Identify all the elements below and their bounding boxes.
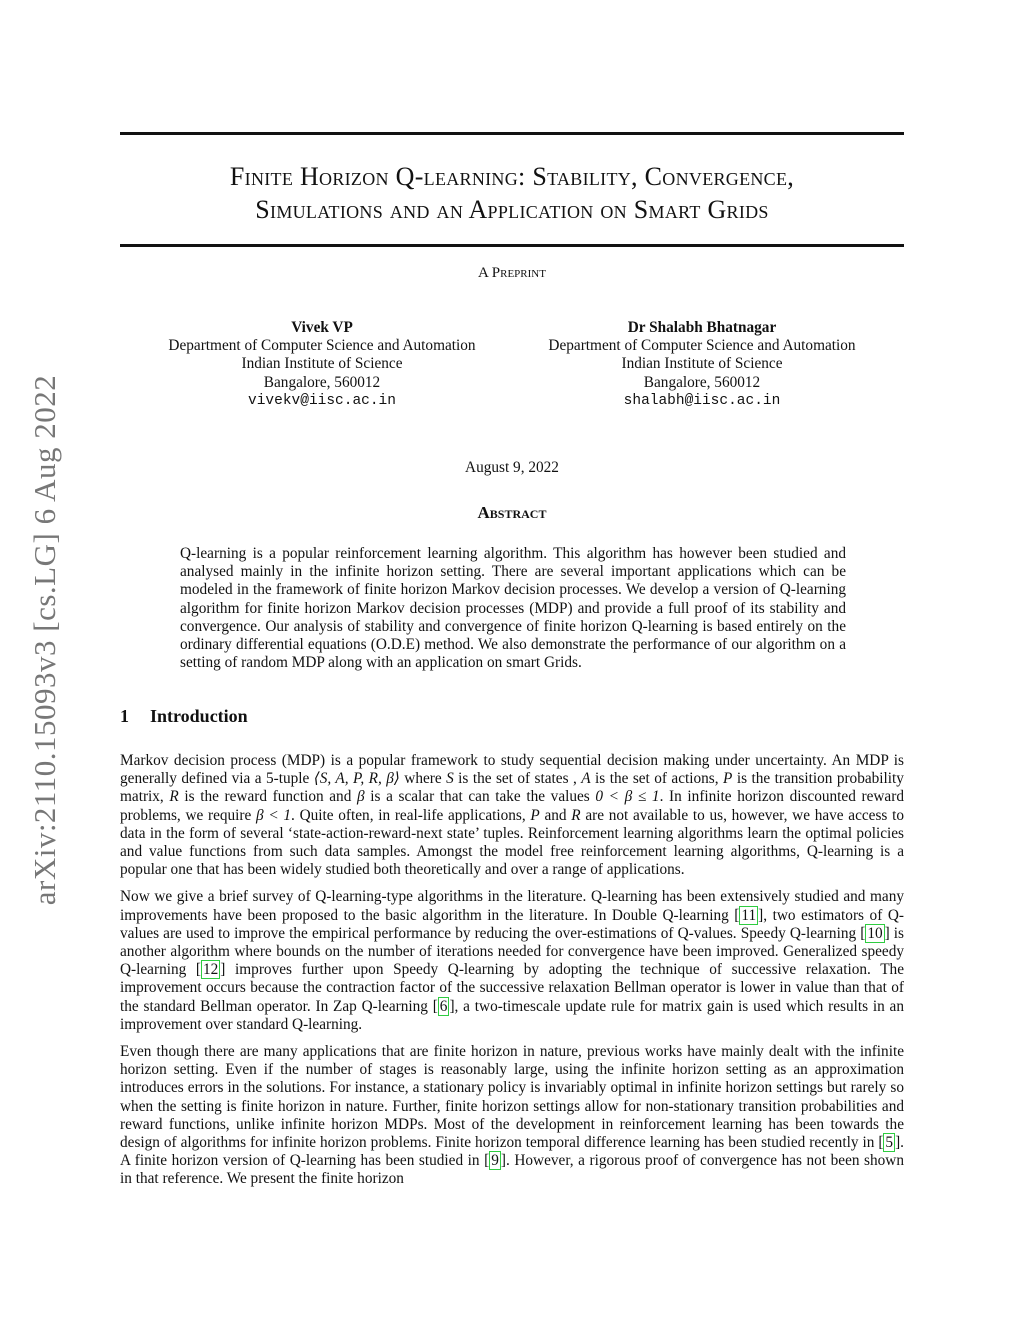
- text-run: and: [539, 806, 572, 824]
- text-run: Now we give a brief survey of Q-learning-type algorithms in the literature. Q-learning has been extensively studied and many improvements have been proposed to the basic algorithm in the literature. In Double Q-learning [: [120, 888, 904, 924]
- title-line-2: Simulations and an Application on Smart Grids: [255, 195, 769, 224]
- text-run: ] improves further upon Speedy Q-learning by adopting the technique of successive relaxation. The improvement occurs because the contraction factor of the successive relaxation Bellman operator is lower in value than that of the standard Bellman operator. In Zap Q-learning [: [120, 961, 904, 1015]
- text-run: is the set of actions,: [590, 770, 724, 788]
- math-inline: S: [446, 770, 454, 788]
- date: August 9, 2022: [465, 459, 559, 476]
- section-number: 1: [120, 706, 129, 726]
- math-inline: ⟨S, A, P, R, β⟩: [313, 770, 400, 788]
- paragraph: [120, 1043, 904, 1189]
- author-dept: Department of Computer Science and Automation: [168, 337, 476, 355]
- section-title: Introduction: [150, 706, 248, 726]
- text-run: is the transition probability matrix,: [120, 770, 904, 806]
- text-run: . In infinite horizon discounted reward problems, we require: [120, 788, 904, 824]
- author-name: Vivek VP: [291, 319, 353, 336]
- author-email[interactable]: shalabh@iisc.ac.in: [623, 392, 781, 409]
- math-inline: 0 < β ≤ 1: [595, 788, 660, 806]
- author-inst: Indian Institute of Science: [241, 355, 403, 373]
- math-inline: R: [571, 806, 581, 824]
- author-email[interactable]: vivekv@iisc.ac.in: [248, 392, 396, 409]
- text-run: is the reward function and: [178, 788, 357, 806]
- author-city: Bangalore, 560012: [643, 373, 761, 391]
- preprint-label: A Preprint: [478, 265, 546, 281]
- author-block-2: [502, 319, 902, 410]
- author-inst: Indian Institute of Science: [621, 355, 783, 373]
- text-run: is a scalar that can take the values: [364, 788, 596, 806]
- author-dept: Department of Computer Science and Automation: [548, 337, 856, 355]
- math-inline: β: [356, 788, 365, 806]
- text-run: ]. However, a rigorous proof of convergence has not been shown in that reference. We present the finite horizon: [120, 1152, 904, 1188]
- section-heading: [120, 706, 248, 727]
- author-name: Dr Shalabh Bhatnagar: [627, 319, 777, 336]
- text-run: where: [399, 770, 447, 788]
- math-inline: P: [530, 806, 540, 824]
- text-run: Even though there are many applications that are finite horizon in nature, previous works have mainly dealt with the infinite horizon setting. Even if the number of stages is reasonably large, using the infinite horizon setting as an approximation introduces errors in the solutions. For instance, a stationary policy is invariably optimal in infinite horizon settings but rarely so when the setting is finite horizon in nature. Further, finite horizon settings allow for non-stationary transition probabilities and reward functions, unlike infinite horizon MDPs. Most of the development in reinforcement learning has been towards the design of algorithms for infinite horizon problems. Finite horizon temporal difference learning has been studied recently in [: [120, 1043, 904, 1152]
- citation-link[interactable]: 10: [867, 924, 883, 942]
- title-rule-bottom: [120, 244, 904, 247]
- paper-title: [120, 160, 904, 226]
- author-block-1: [122, 319, 522, 410]
- text-run: are not available to us, however, we have access to data in the form of several ‘state-action-reward-next state’ tuples. Reinforcement learning algorithms learn the optimal policies and value functions from such data samples. Amongst the model free reinforcement learning algorithms, Q-learning is a popular one that has been widely studied both theoretically and over a range of applications.: [120, 806, 904, 879]
- text-run: . Quite often, in real-life applications,: [291, 806, 531, 824]
- citation-link[interactable]: 6: [439, 997, 448, 1015]
- text-run: Markov decision process (MDP) is a popular framework to study sequential decision making under uncertainty. An MDP is generally defined via a 5-tuple: [120, 752, 904, 788]
- body-text: [120, 752, 904, 1198]
- text-run: ]. A finite horizon version of Q-learning has been studied in [: [120, 1134, 904, 1170]
- citation-link[interactable]: 5: [885, 1134, 894, 1152]
- text-run: ], two estimators of Q-values are used to improve the empirical performance by reducing the over-estimations of Q-values. Speedy Q-learning [: [120, 906, 904, 942]
- arxiv-stamp: arXiv:2110.15093v3 [cs.LG] 6 Aug 2022: [27, 374, 62, 906]
- title-line-1: Finite Horizon Q-learning: Stability, Convergence,: [229, 162, 795, 191]
- math-inline: R: [169, 788, 179, 806]
- text-run: ], a two-timescale update rule for matrix gain is used which results in an improvement over standard Q-learning.: [120, 997, 904, 1033]
- paragraph: [120, 752, 904, 879]
- abstract-text: Q-learning is a popular reinforcement learning algorithm. This algorithm has however been studied and analysed mainly in the infinite horizon setting. There are several important applications which can be modeled in the framework of finite horizon Markov decision processes. We develop a version of Q-learning algorithm for finite horizon Markov decision processes (MDP) and provide a full proof of its stability and convergence. Our analysis of stability and convergence of finite horizon Q-learning is based entirely on the ordinary differential equations (O.D.E) method. We also demonstrate the performance of our algorithm on a setting of random MDP along with an application on smart Grids.: [180, 545, 846, 672]
- abstract-heading: Abstract: [477, 503, 547, 522]
- text-run: is the set of states ,: [453, 770, 582, 788]
- author-city: Bangalore, 560012: [263, 373, 381, 391]
- math-inline: β < 1: [256, 806, 292, 824]
- citation-link[interactable]: 9: [491, 1152, 499, 1170]
- math-inline: P: [723, 770, 733, 788]
- paragraph: [120, 888, 904, 1034]
- title-rule-top: [120, 132, 904, 135]
- text-run: ] is another algorithm where bounds on the number of iterations needed for convergence have been improved. Generalized speedy Q-learning [: [120, 924, 905, 979]
- citation-link[interactable]: 12: [203, 961, 219, 979]
- citation-link[interactable]: 11: [741, 906, 757, 924]
- math-inline: A: [581, 770, 591, 788]
